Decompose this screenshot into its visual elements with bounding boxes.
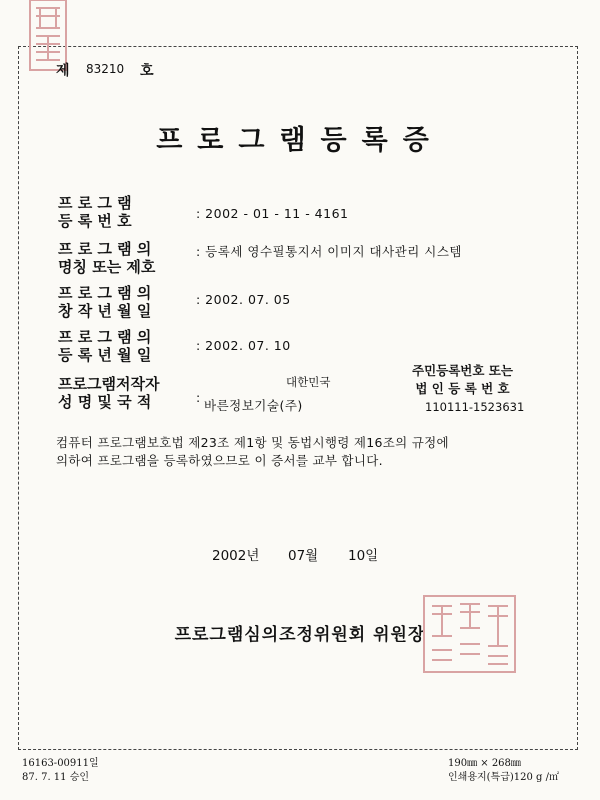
issuer-title: 프로그램심의조정위원회 위원장 — [174, 625, 426, 645]
registered-label — [58, 328, 151, 364]
corp-label-line2: 법 인 등 록 번 호 — [415, 381, 510, 396]
name-label — [58, 240, 155, 276]
registered-label-line2: 등 록 년 월 일 — [58, 346, 152, 364]
corp-label — [412, 362, 513, 398]
nationality: 대한민국 — [286, 375, 331, 389]
number-prefix: 제 — [56, 63, 70, 79]
name-value: : 등록세 영수필통지서 이미지 대사관리 시스템 — [196, 244, 463, 259]
reg-no-label-line1: 프 로 그 램 — [58, 194, 132, 212]
issue-month: 07월 — [288, 548, 319, 564]
name-label-line1: 프 로 그 램 의 — [58, 240, 152, 258]
statement-line1: 컴퓨터 프로그램보호법 제23조 제1항 및 동법시행령 제16조의 규정에 — [56, 435, 449, 450]
created-label-line2: 창 작 년 월 일 — [58, 302, 152, 320]
footer-approval: 87. 7. 11 승인 — [22, 772, 90, 783]
corp-value: 110111-1523631 — [425, 400, 525, 414]
name-label-line2: 명칭 또는 제호 — [58, 258, 156, 276]
issue-year: 2002년 — [212, 548, 260, 564]
registered-label-line1: 프 로 그 램 의 — [58, 328, 152, 346]
footer-paper-size: 190㎜ × 268㎜ — [448, 758, 521, 769]
number-suffix: 호 — [140, 63, 154, 79]
author-colon: : — [196, 390, 201, 405]
statement-line2: 의하여 프로그램을 등록하였으므로 이 증서를 교부 합니다. — [56, 453, 383, 468]
created-label-line1: 프 로 그 램 의 — [58, 284, 152, 302]
author-name: 바른정보기술(주) — [204, 398, 303, 413]
reg-no-value: : 2002 - 01 - 11 - 4161 — [196, 206, 349, 221]
footer-form-number: 16163-00911일 — [22, 758, 99, 769]
author-label — [58, 375, 159, 411]
created-value: : 2002. 07. 05 — [196, 292, 291, 307]
certificate-number: 83210 — [86, 62, 125, 76]
reg-no-label — [58, 194, 132, 230]
issue-day: 10일 — [348, 548, 379, 564]
certificate-title: 프로그램등록증 — [156, 125, 444, 156]
registered-value: : 2002. 07. 10 — [196, 338, 291, 353]
author-label-line2: 성 명 및 국 적 — [58, 393, 152, 411]
reg-no-label-line2: 등 록 번 호 — [58, 212, 132, 230]
footer-paper-spec: 인쇄용지(특급)120 g /㎡ — [448, 772, 559, 783]
seal-stamp-official — [422, 594, 517, 674]
created-label — [58, 284, 151, 320]
author-label-line1: 프로그램저작자 — [58, 375, 160, 393]
corp-label-line1: 주민등록번호 또는 — [412, 363, 513, 378]
